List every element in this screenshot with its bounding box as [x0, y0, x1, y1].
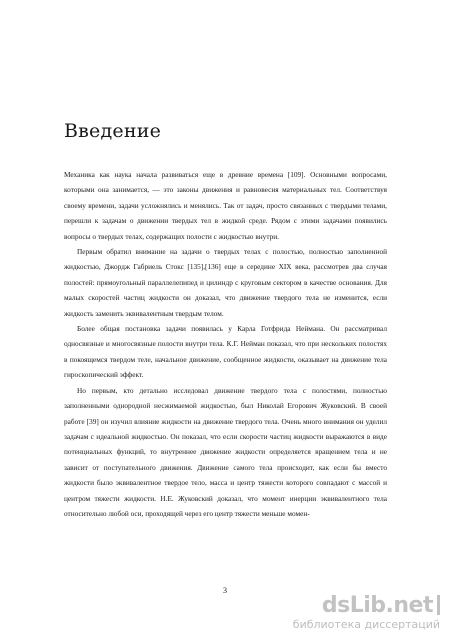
- watermark-subtitle: библиотека диссертаций: [292, 618, 440, 631]
- paragraph-3: Более общая постановка задачи появилась у Карла Готфрида Неймана. Он рассматривал односвязные и многосвязные полости внутри тела. К.Г. Нейман показал, что при нескольких полостях в покоящемся твердом теле, начальное движение, сообщенное жидкости, оказывает на движение тела гироскопический эффект.: [64, 324, 387, 380]
- page-number: 3: [223, 586, 227, 595]
- paragraph-4: Но первым, кто детально исследовал движение твердого тела с полостями, полностью заполненными однородной несжимаемой жидкостью, был Николай Егорович Жуковский. В своей работе [39] он изучил влияние жидкости на движение твердого тела. Очень много внимания он уделил задачам с идеальной жидкостью. Он показал, что если скорости частиц жидкости выражаются в виде потенциальных функций, то внутреннее движение жидкости определяется вращением тела и не зависит от поступательного движения. Движение самого тела происходит, как если бы вместо жидкости было эквивалентное твердое тело, масса и центр тяжести которого совпадают с массой и центром тяжести жидкости. Н.Е. Жуковский доказал, что момент инерции эквивалентного тела относительно любой оси, проходящей через его центр тяжести меньше момен-: [64, 385, 387, 518]
- paragraph-1: Механика как наука начала развиваться еще в древние времена [109]. Основными вопросами, которыми она занимается, — это законы движения и равновесия материальных тел. Соответствуя своему времени, задачи усложнялись и менялись. Так от задач, просто связанных с твердыми телами, перешли к задачам о движении твердых тел в жидкой среде. Рядом с этими задачами появились вопросы о твердых телах, содержащих полости с жидкостью внутри.: [64, 170, 387, 241]
- watermark-logo-row: [322, 593, 440, 617]
- paragraph-2: Первым обратил внимание на задачи о твердых телах с полостью, полностью заполненной жидкостью, Джордж Габриель Стокс [135],[136] еще в середине XIX века, рассмотрев два случая полостей: прямоугольный параллелепипед и цилиндр с круговым сектором в качестве основания. Для малых скоростей частиц жидкости он доказал, что движение твердого тела не изменится, если жидкость заменить эквивалентным твердым телом.: [64, 247, 387, 318]
- body-text: [64, 167, 387, 521]
- watermark-logo: dsLib.net: [321, 592, 433, 618]
- page-title: Введение: [64, 120, 162, 142]
- watermark: [282, 593, 440, 631]
- watermark-bar-icon: [437, 595, 440, 615]
